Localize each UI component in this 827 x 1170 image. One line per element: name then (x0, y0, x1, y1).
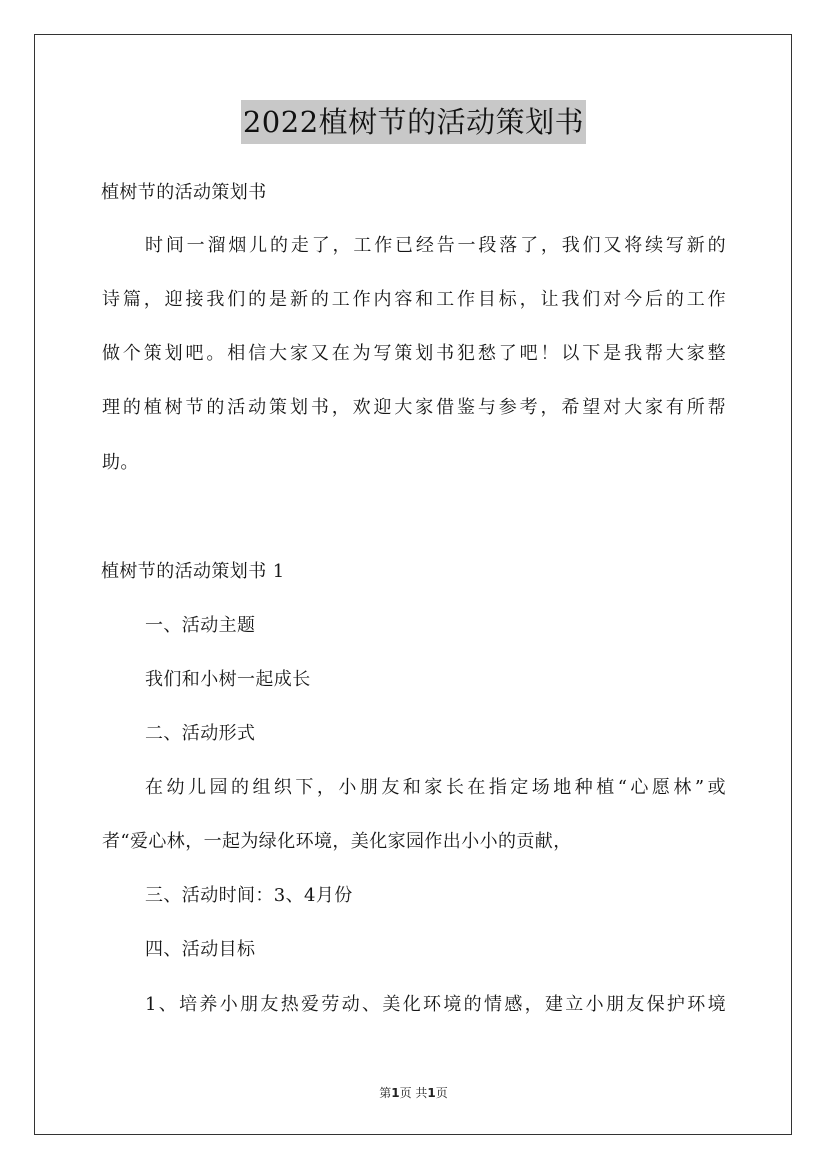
page-footer (0, 1085, 827, 1101)
goal-heading: 四、活动目标 (145, 939, 256, 960)
theme-heading: 一、活动主题 (145, 615, 256, 636)
intro-line-1: 时间一溜烟儿的走了，工作已经告一段落了，我们又将续写新的 (145, 235, 726, 256)
footer-total-pages: 1 (427, 1086, 436, 1100)
footer-current-page: 1 (391, 1086, 400, 1100)
theme-text: 我们和小树一起成长 (145, 669, 311, 690)
title-container (0, 100, 827, 144)
footer-suffix: 页 (435, 1086, 448, 1100)
document-title: 2022植树节的活动策划书 (241, 100, 586, 144)
subtitle: 植树节的活动策划书 (101, 182, 267, 203)
intro-line-2: 诗篇，迎接我们的是新的工作内容和工作目标，让我们对今后的工作 (102, 289, 726, 310)
intro-line-3: 做个策划吧。相信大家又在为写策划书犯愁了吧！以下是我帮大家整 (102, 343, 726, 364)
section-heading: 植树节的活动策划书 1 (101, 561, 285, 582)
form-line-1: 在幼儿园的组织下，小朋友和家长在指定场地种植“心愿林”或 (145, 777, 726, 798)
time-text: 三、活动时间：3、4月份 (145, 885, 353, 906)
goal-line-1: 1、培养小朋友热爱劳动、美化环境的情感，建立小朋友保护环境 (145, 994, 726, 1015)
form-line-2: 者“爱心林，一起为绿化环境，美化家园作出小小的贡献， (102, 831, 572, 852)
intro-line-4: 理的植树节的活动策划书，欢迎大家借鉴与参考，希望对大家有所帮 (102, 397, 726, 418)
intro-line-5: 助。 (102, 452, 139, 473)
footer-mid: 页 共 (399, 1086, 428, 1100)
footer-prefix: 第 (379, 1086, 392, 1100)
form-heading: 二、活动形式 (145, 723, 256, 744)
